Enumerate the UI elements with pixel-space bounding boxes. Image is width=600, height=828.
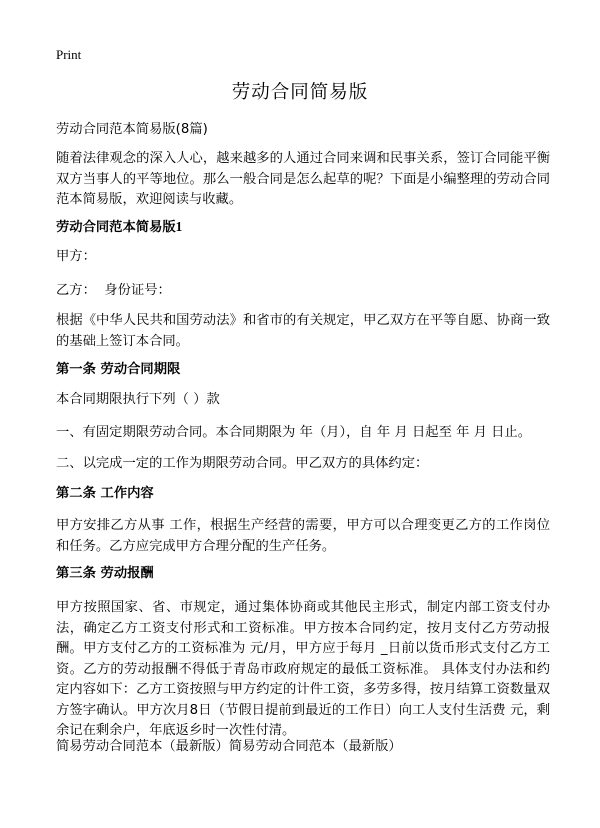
section-heading: 劳动合同范本简易版1	[56, 219, 183, 234]
footer-line: 简易劳动合同范本（最新版）简易劳动合同范本（最新版）	[56, 739, 402, 754]
party-b-line: 乙方： 身份证号：	[56, 283, 171, 298]
article1-heading: 第一条 劳动合同期限	[56, 362, 181, 377]
article3-heading: 第三条 劳动报酬	[56, 566, 154, 581]
subtitle: 劳动合同范本简易版(8篇)	[56, 122, 208, 137]
article2-heading: 第二条 工作内容	[56, 486, 154, 501]
article1-paragraph-2: 一、有固定期限劳动合同。本合同期限为 年（月），自 年 月 日起至 年 月 日止。	[56, 425, 532, 440]
article2-paragraph-1: 甲方安排乙方从事 工作，根据生产经营的需要，甲方可以合理变更乙方的工作岗位和任务。乙方应完成甲方合理分配的生产任务。	[56, 518, 550, 554]
print-link[interactable]: Print	[56, 47, 82, 62]
article3-paragraph-1: 甲方按照国家、省、市规定，通过集体协商或其他民主形式，制定内部工资支付办法，确定乙方工资支付形式和工资标准。甲方按本合同约定，按月支付乙方劳动报酬。甲方支付乙方的工资标准为 元/月，甲方应于每月 _日前以货币形式支付乙方工资。乙方的劳动报酬不得低于青岛市政府规定的最低工资标准。 具体支付办法和约定内容如下：乙方工资按照与甲方约定的计件工资，多劳多得，按月结算工资数量双方签字确认。甲方次月8日（节假日提前到最近的工作日）向工人支付生活费 元，剩余记在剩余户，年底返乡时一次性付清。	[56, 600, 550, 738]
article1-paragraph-3: 二、以完成一定的工作为期限劳动合同。甲乙双方的具体约定：	[56, 456, 429, 471]
basis-paragraph: 根据《中华人民共和国劳动法》和省市的有关规定，甲乙双方在平等自愿、协商一致的基础上签订本合同。	[56, 313, 550, 349]
page-title: 劳动合同简易版	[231, 82, 369, 103]
party-a-line: 甲方：	[56, 249, 96, 264]
article1-paragraph-1: 本合同期限执行下列（ ）款	[56, 392, 220, 407]
intro-paragraph: 随着法律观念的深入人心，越来越多的人通过合同来调和民事关系，签订合同能平衡双方当事人的平等地位。那么一般合同是怎么起草的呢？下面是小编整理的劳动合同范本简易版，欢迎阅读与收藏。	[56, 151, 550, 207]
